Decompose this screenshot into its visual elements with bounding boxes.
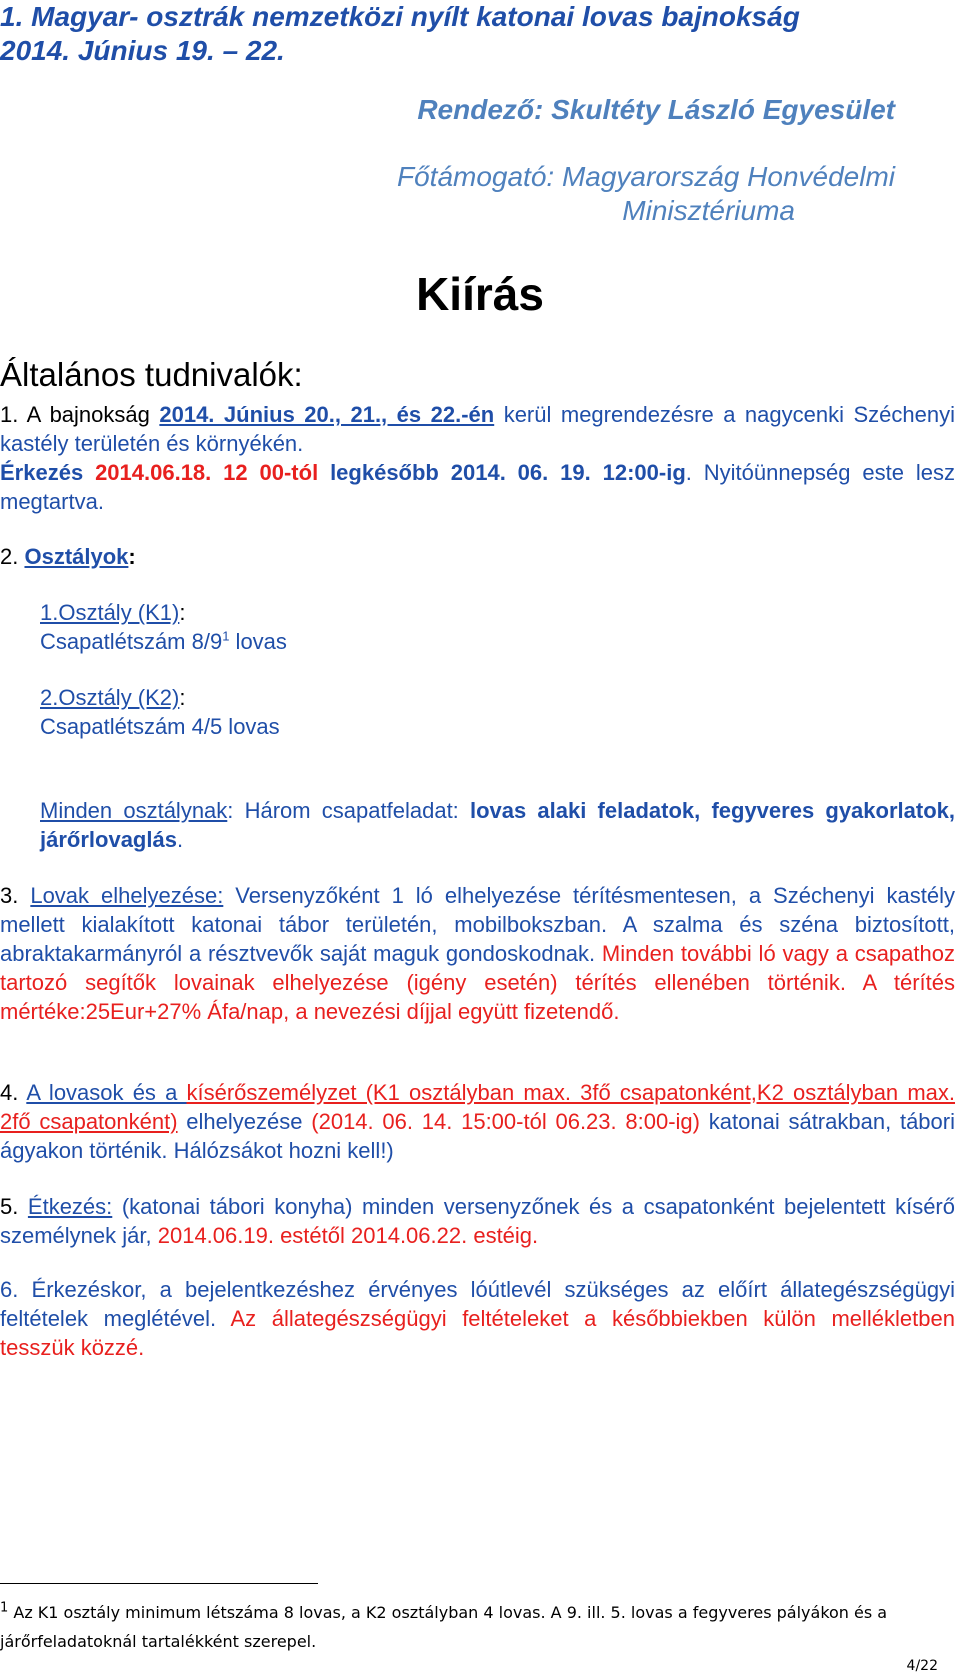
sponsor-line-2: Minisztériuma: [622, 195, 795, 226]
item-6-red-text: Az állategészségügyi feltételeket a későbbiekben külön mellékletben tesszük közzé.: [0, 1306, 955, 1360]
class-1-team: Csapatlétszám 8/9: [40, 629, 223, 654]
item-5: [0, 1192, 955, 1250]
item-4: [0, 1078, 955, 1165]
class-2: [40, 683, 955, 741]
item-6: [0, 1275, 955, 1362]
sponsor-line-1: Főtámogató: Magyarország Honvédelmi: [396, 161, 895, 192]
item-5-red-text: 2014.06.19. estétől 2014.06.22. estéig.: [157, 1223, 539, 1248]
class-1-team-post: lovas: [229, 629, 287, 654]
arrival-latest: legkésőbb 2014. 06. 19. 12:00-ig: [318, 460, 686, 485]
title-line-1: 1. Magyar- osztrák nemzetközi nyílt katonai lovas bajnokság: [0, 1, 800, 32]
item-2-num: 2.: [0, 544, 25, 569]
item-2-colon: :: [128, 544, 136, 569]
arrival-label: Érkezés: [0, 460, 96, 485]
all-classes-end: .: [176, 827, 184, 852]
all-classes-label: Minden osztálynak: [40, 798, 228, 823]
all-classes: [40, 796, 955, 854]
item-2-heading: [0, 542, 955, 571]
all-classes-tasks: lovas alaki feladatok, fegyveres gyakorlatok, járőrlovaglás: [40, 798, 955, 852]
class-1-colon: :: [179, 600, 186, 625]
heading-kiiras: Kiírás: [416, 268, 544, 320]
sponsor: [295, 160, 895, 228]
class-1-title: 1.Osztály (K1): [40, 600, 180, 625]
footnote: [0, 1598, 955, 1656]
item-4-label: A lovasok és a: [26, 1080, 187, 1105]
item-5-label: Étkezés:: [27, 1194, 113, 1219]
footnote-separator: [0, 1583, 318, 1584]
class-1: [40, 598, 955, 656]
class-2-title: 2.Osztály (K2): [40, 685, 180, 710]
item-3-red-text: Minden további ló vagy a csapathoz tartozó segítők lovainak elhelyezése (igény esetén) térítés ellenében történik. A térítés mértéke:25Eur+27% Áfa/nap, a nevezési díjjal együtt fizetendő.: [0, 941, 955, 1024]
all-classes-mid: : Három csapatfeladat:: [227, 798, 470, 823]
item-6-text: 6. Érkezéskor, a bejelentkezéshez érvényes lóútlevél szükséges az előírt állategészségügyi feltételek meglétével.: [0, 1277, 955, 1331]
item-3: [0, 881, 955, 1026]
item-3-num: 3.: [0, 883, 31, 908]
arrival-date: 2014.06.18. 12 00-tól: [95, 460, 319, 485]
item-5-text: (katonai tábori konyha) minden versenyzőnek és a csapatonként bejelentett kísérő személynek jár,: [0, 1194, 955, 1248]
document-title: [0, 0, 900, 68]
opening-ceremony: . Nyitóünnepség este lesz megtartva.: [0, 460, 955, 514]
item-1-pre: 1. A bajnokság: [0, 402, 160, 427]
item-5-num: 5.: [0, 1194, 28, 1219]
footnote-ref: 1: [222, 628, 230, 644]
organizer: Rendező: Skultéty László Egyesület: [417, 94, 895, 125]
page-number: 4/22: [906, 1658, 938, 1674]
class-2-team: Csapatlétszám 4/5 lovas: [40, 714, 280, 739]
item-2-label: Osztályok: [24, 544, 129, 569]
item-4-end: katonai sátrakban, tábori ágyakon történik. Hálózsákot hozni kell!): [0, 1109, 955, 1163]
item-4-dates: (2014. 06. 14. 15:00-tól 06.23. 8:00-ig): [311, 1109, 700, 1134]
item-4-num: 4.: [0, 1080, 27, 1105]
item-3-text: Versenyzőként 1 ló elhelyezése térítésmentesen, a Széchenyi kastély mellett kialakított katonai tábor területén, mobilbokszban. A szalma és széna biztosított, abraktakarmányról a résztvevők saját maguk gondoskodnak.: [0, 883, 956, 966]
footnote-text: Az K1 osztály minimum létszáma 8 lovas, a K2 osztályban 4 lovas. A 9. ill. 5. lovas a fegyveres pályákon és a járőrfeladatoknál tartalékként szerepel.: [0, 1603, 888, 1651]
item-1-date: 2014. Június 20., 21., és 22.-én: [159, 402, 495, 427]
item-4-mid: elhelyezése: [177, 1109, 312, 1134]
item-3-label: Lovak elhelyezése:: [30, 883, 224, 908]
title-line-2: 2014. Június 19. – 22.: [0, 35, 285, 66]
general-info-heading: Általános tudnivalók:: [0, 356, 303, 393]
item-1-post: kerül megrendezésre a nagycenki Széchenyi kastély területén és környékén.: [0, 402, 955, 456]
item-1: [0, 400, 955, 516]
class-2-colon: :: [179, 685, 186, 710]
footnote-mark: 1: [0, 1600, 9, 1616]
item-4-staff: kísérőszemélyzet (K1 osztályban max. 3fő csapatonként,K2 osztályban max. 2fő csapatonként): [0, 1080, 956, 1134]
